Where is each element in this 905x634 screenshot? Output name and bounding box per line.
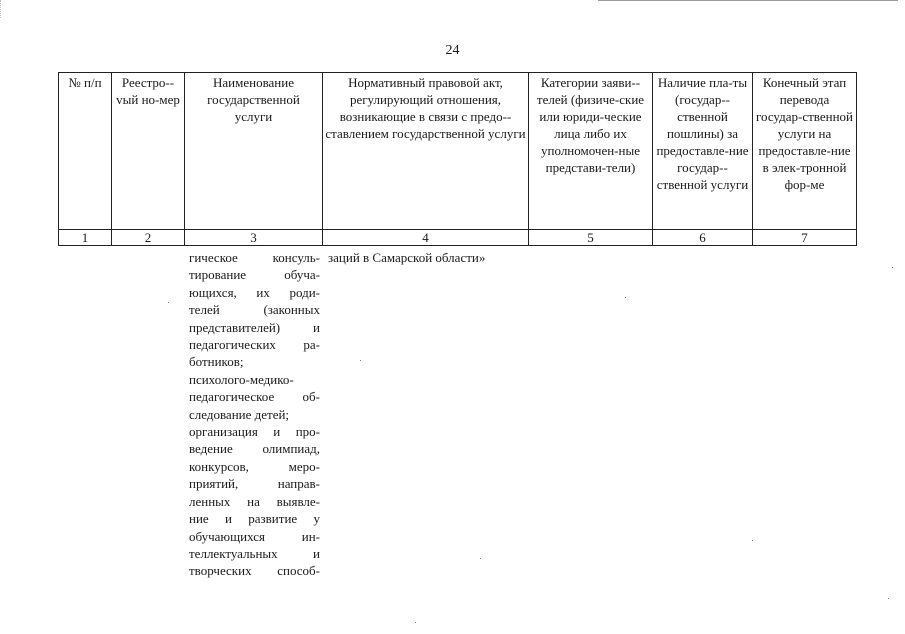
text-line: ющихся, их роди- bbox=[189, 284, 320, 300]
legal-act-continuation: заций в Самарской области» bbox=[328, 250, 486, 265]
column-number: 2 bbox=[112, 230, 185, 246]
scan-edge-line bbox=[598, 0, 898, 1]
header-legal-act: Нормативный правовой акт, регулирующий отношения, возникающие в связи с предо-ставлением государственной услуги bbox=[323, 73, 529, 230]
text-line: приятий, направ- bbox=[189, 476, 320, 492]
scan-edge-mark bbox=[0, 0, 4, 18]
text-line: гическое консуль- bbox=[189, 250, 320, 265]
text-line: педагогических ра- bbox=[189, 337, 320, 353]
header-service-name: Наименование государственной услуги bbox=[185, 73, 323, 230]
column-number: 6 bbox=[653, 230, 753, 246]
text-line: творческих способ- bbox=[189, 563, 320, 579]
text-line: тирование обуча- bbox=[189, 267, 320, 283]
text-line: телей (законных bbox=[189, 302, 320, 318]
services-table bbox=[58, 72, 857, 246]
text-line: следование детей; bbox=[189, 406, 290, 422]
scan-speck bbox=[360, 360, 361, 361]
scan-speck bbox=[480, 558, 481, 559]
text-line: ведение олимпиад, bbox=[189, 441, 320, 457]
scan-speck bbox=[888, 598, 889, 599]
text-line: ленных на выявле- bbox=[189, 493, 320, 509]
text-line: педагогическое об- bbox=[189, 389, 320, 405]
text-line: представителей) и bbox=[189, 319, 320, 335]
scan-speck bbox=[625, 297, 626, 298]
column-number: 1 bbox=[59, 230, 112, 246]
text-line: организация и про- bbox=[189, 424, 320, 440]
column-number: 3 bbox=[185, 230, 323, 246]
header-applicant-categories: Категории заяви-телей (физиче-ские или юриди-ческие лица либо их уполномочен-ные представи-тели) bbox=[529, 73, 653, 230]
scan-speck bbox=[415, 622, 416, 623]
page-number: 24 bbox=[445, 43, 460, 58]
column-number: 7 bbox=[753, 230, 857, 246]
column-number: 4 bbox=[323, 230, 529, 246]
column-number: 5 bbox=[529, 230, 653, 246]
header-registry-number: Реестро-vый но-мер bbox=[112, 73, 185, 230]
service-name-continuation bbox=[189, 249, 320, 580]
scan-speck bbox=[892, 267, 893, 268]
text-line: теллектуальных и bbox=[189, 545, 320, 561]
scan-speck bbox=[168, 302, 169, 303]
text-line: психолого-медико- bbox=[189, 371, 294, 387]
column-number-row bbox=[59, 230, 857, 246]
scan-speck bbox=[752, 540, 753, 541]
header-number: № п/п bbox=[59, 73, 112, 230]
header-electronic-stage: Конечный этап перевода государ-ственной услуги на предоставле-ние в элек-тронной фор-ме bbox=[753, 73, 857, 230]
text-line: конкурсов, меро- bbox=[189, 458, 320, 474]
header-fee: Наличие пла-ты (государ-ственной пошлины) за предоставле-ние государ-ственной услуги bbox=[653, 73, 753, 230]
text-line: ние и развитие у bbox=[189, 511, 320, 527]
text-line: ботников; bbox=[189, 354, 244, 370]
text-line: обучающихся ин- bbox=[189, 528, 320, 544]
table-header-row bbox=[59, 73, 857, 230]
